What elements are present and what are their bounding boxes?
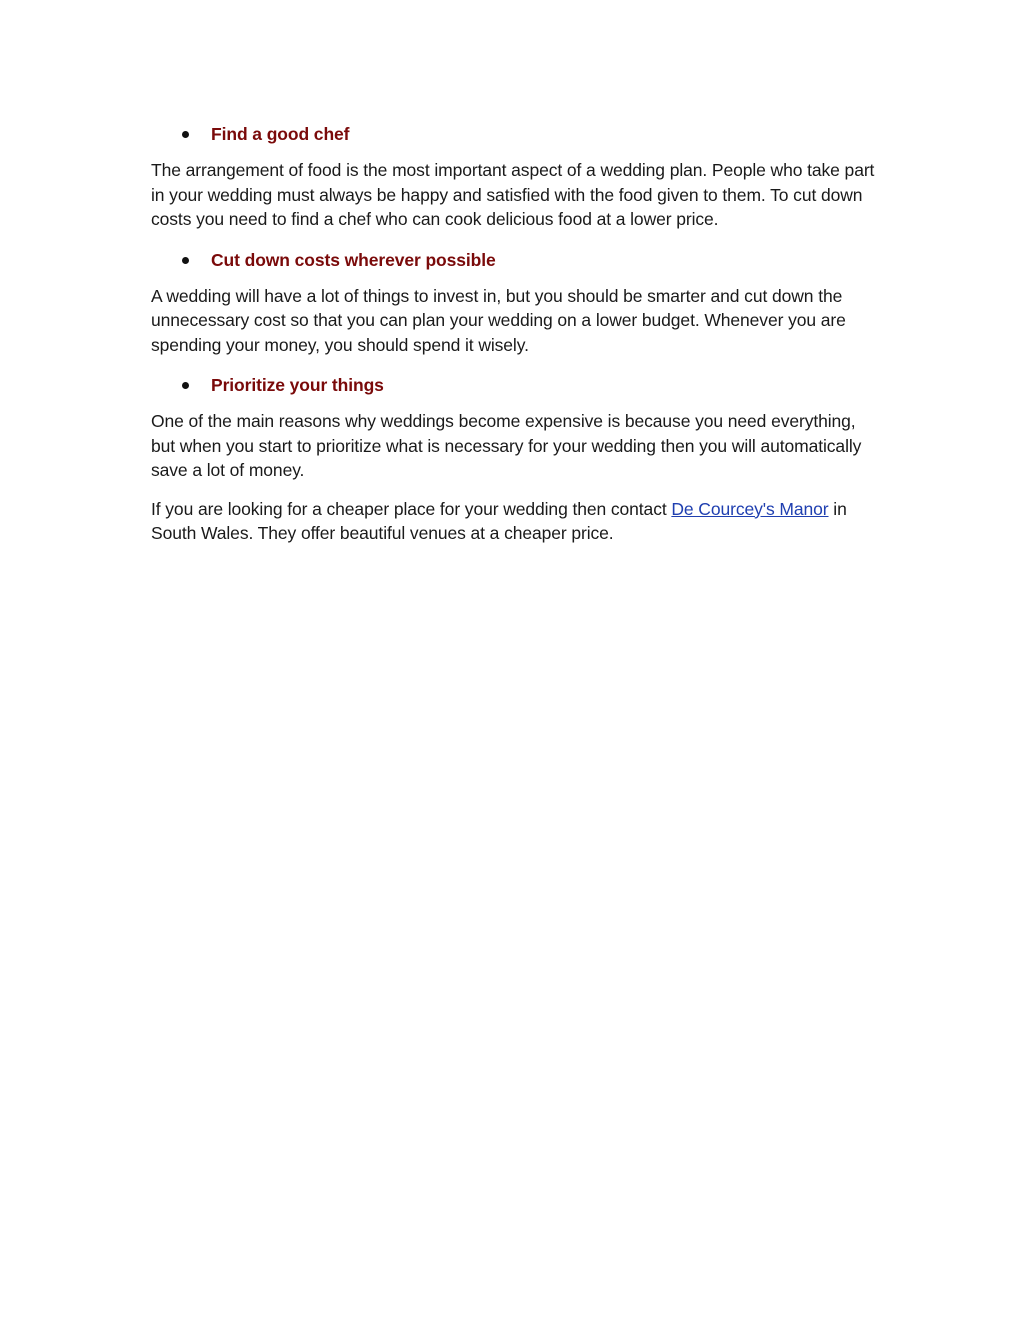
closing-paragraph [151, 497, 876, 546]
closing-text-after-link: in South Wales. They offer beautiful venues at a cheaper price. [151, 498, 847, 543]
bullet-heading-prioritize [151, 371, 876, 397]
section-heading: Cut down costs wherever possible [211, 249, 496, 270]
bullet-dot-icon [182, 257, 189, 264]
bullet-dot-icon [182, 382, 189, 389]
section-heading: Find a good chef [211, 124, 350, 144]
section-paragraph: One of the main reasons why weddings become expensive is because you need everything, but when you start to prioritize what is necessary for your wedding then you will automatically save a lot of money. [151, 411, 862, 480]
section-paragraph: A wedding will have a lot of things to invest in, but you should be smarter and cut down the unnecessary cost so that you can plan your wedding on a lower budget. Whenever you are spending your money, you should spend it wisely. [151, 285, 846, 355]
bullet-heading-costs [151, 246, 876, 272]
section-heading: Prioritize your things [211, 375, 384, 395]
bullet-heading-chef [151, 120, 876, 146]
bullet-dot-icon [182, 131, 189, 138]
section-paragraph: The arrangement of food is the most important aspect of a wedding plan. People who take part in your wedding must always be happy and satisfied with the food given to them. To cut down costs you need to find a chef who can cook delicious food at a lower price. [151, 160, 875, 229]
venue-link[interactable]: De Courcey's Manor [671, 498, 829, 519]
closing-text-before-link: If you are looking for a cheaper place for your wedding then contact [151, 498, 672, 519]
document-content [151, 120, 876, 560]
